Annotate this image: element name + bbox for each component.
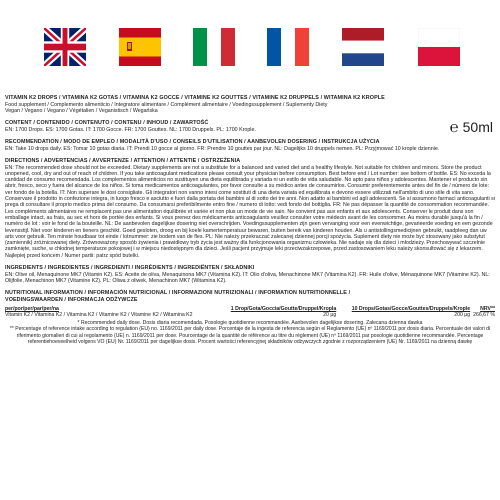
pl-flag (418, 28, 460, 66)
nutrient-nrv: 266,67 % (473, 312, 495, 319)
nutrient-per-drop: 20 µg (323, 312, 337, 319)
volume-value: 50ml (462, 119, 493, 136)
nutrient-per-dose: 200 µg (454, 312, 471, 319)
recommendation-section (5, 139, 495, 152)
product-diet: Vegan / Vegano / Vegano / Végétalien / Veganistisch / Wegańska (5, 107, 158, 114)
it-flag (193, 28, 235, 66)
ingredients-heading: INGREDIENTS / INGREDIENTES / INGREDIENTI / INGRÉDIENTS / INGREDIËNTEN / SKŁADNIKI (5, 265, 255, 272)
fr-flag (267, 28, 309, 66)
nl-flag (342, 28, 384, 66)
ingredients-section (5, 265, 495, 284)
product-type: Food supplement / Complemento alimenticio / Integratore alimentare / Complément alimentaire / Voedingssupplement / Suplementy Diety (5, 101, 328, 108)
directions-heading: DIRECTIONS / ADVERTENCIAS / AVVERTENZE / ATTENTION / ATTENTIE / OSTRZEŻENIA (5, 157, 241, 164)
nutrition-section (5, 290, 495, 345)
footnote-1: * Recommended daily dose. Dosis diaria recomendada. Posologie quotidienne recommandée. Aanbevolen dagelijkse dosering. Zalecana dzienna dawka (77, 320, 423, 327)
nutrition-col-per: per/por/per/par/per/na (5, 306, 59, 313)
gb-flag (44, 28, 86, 66)
recommendation-text: EN: Take 10 drops daily. ES: Tomar 10 gotas diaria. IT: Prendi 10 gocce al giorno. FR: Prendre 10 gouttes par jour. NL: Dagelijks 10 druppels nemen. PL: Przyjmować 10 krople dziennie. (5, 145, 440, 152)
volume-label (450, 120, 493, 135)
nutrient-name: Vitamin K2 / Vitamina K2 / Vitamina K2 / Vitamine K2 / Vitamine K2 / Witamina K2 (5, 312, 193, 319)
nutrition-heading: NUTRITIONAL INFORMATION / INFORMACIÓN NUTRICIONAL / INFORMAZIONI NUTRIZIONALI / INFORMATION NUTRITIONNELLE / (5, 290, 351, 297)
language-flags (44, 28, 460, 66)
es-flag (119, 28, 161, 66)
product-section (5, 95, 495, 114)
directions-text: EN: The recommended dose should not be exceeded. Dietary supplements are not a substitute for a balanced and varied diet and a healthy lifestyle. Not suitable for children and minors. Store the product unopened, cool, dry and out of reach of children. If you take anticoagulant medications please consult your physician before consumption. Best before end / Lot number: see bottom of bottle. ES: No exceda la cantidad de consumo recomendada. Los complementos alimenticios no sustituyen una dieta equilibrada y variada ni un estilo de vida saludable. No apto para niños y adolescentes. Mantener el producto sin abrir, fresco, seco y fuera del alcance de los niños. Si toma medicamentos anticoagulantes, por favor consulte a su médico antes de consumirlos. Consumir preferentemente antes del fin de / número de lote: ver fondo de la botella. IT: Non superare le dosi consigliate. Gli integratori non vanno intesi come sostituti di una dieta variata ed equilibrata e devono essere utilizzati nell'ambito di uno stile di vita sano. Conservare il prodotto in confezione integra, in luogo fresco e asciutto e fuori dalla portata dei bambini al di sotto dei tre anni. Non adatto ai bambini ed agli adolescenti. Se si assumono farmaci anticoagulanti si prega di consultare il proprio medico prima del consumo. Da consumarsi preferibilmente entro fine / numero di lotto: vedi fondo del bottiglia. FR: Ne pas dépasser la quantité de consommation recommandée. Les compléments alimentaires ne remplacent pas une alimentation équilibrée et variée et non plus un mode de vie sain. Ne convient pas aux enfants et aux adolescents. Conserver le produit dans son emballage intact, au frais, au sec et hors de portée des enfants. Si vous prenez des médicaments anticoagulants veuillez consulter votre médecin avant de les consommer. Au moins durable jusqu'à la fin / numéro de lot : voir le fond de la bouteille. NL: De aanbevolen dagelijkse dosering niet overschrijden. Voedingssupplementen zijn geen vervanging voor een evenwichtige, gevarieerde voeding en een gezonde levensstijl. Niet voor kinderen en tieners geschikt. Goed gesloten, droog en bij koele kamertemperatuur bewaren, buiten bereik van kinderen houden. Als u antistollingsmedicijnen gebruikt, raadpleeg dan uw arts voor gebruik. Ten minste houdbaar tot einde / lotnummer: zie bodem van de fles. PL: Nie należy przekraczać zalecanej dziennej porcji spożycia. Suplement diety nie może być stosowany jako substytut (zamiennik) zróżnicowanej diety. Zrównoważony sposób żywienia i prawidłowy tryb życia jest ważny dla funkcjonowania organizmu człowieka. Nie nadaje się dla dzieci i młodzieży. Przechowywać szczelnie zamknięte, suche, w chłodnej temperaturze pokojowej i w miejscu niedostępnym dla dzieci. Jeśli pacjent przyjmuje leki przeciwzakrzepowe, przed zastosowaniem leku należy skonsultować się z lekarzem. Najlepiej przed końcem / Numer partii: patrz spód butelki. (5, 164, 495, 259)
nutrition-col-1drop: 1 Drop/Gota/Goccia/Goutte/Druppel/Kropla (230, 306, 337, 313)
label-text (5, 95, 495, 345)
directions-section (5, 158, 495, 259)
footnote-2: ** Percentage of reference intake according to regulation (EU) no. 1169/2011 per daily dose. Porcentaje de la ingesta de referencia según el Reglamento (UE) nº 1169/2011 por dosis diaria. Percentuale dei valori di riferimento giornalieri di cui al regolamento (UE) n. 1169/2011 per dose. Pourcentage de la quantité de référence au titre du règlement (UE) nº 1169/2011 par posologie quotidienne recommandée. Percentage referentiehoeveelheid volgens VO (EU) Nr. 1169/2011 per dagelijkse dosis. Procent wartości referencyjnej składników odżywczych zgodnie z rozporządzeniem (UE) Nr. 1169/2011 na dzienną dawkę (9, 326, 491, 345)
ingredients-text: EN: Olive oil, Menaquinone MK7 (Vitamin K2). ES: Aceite de oliva, Menaquinona MK7 (Vitamina K2). IT: Olio d'oliva, Menachinone MK7 (Vitamina K2). FR: Huile d'olive, Ménaquinone MK7 (Vitamine K2). NL: Olijfolie, Menachinon MK7 (Vitamine K2). PL: Oliwa z oliwek, Menachinon MK7 (Witamina K2). (5, 271, 490, 284)
content-text: EN: 1700 Drops. ES: 1700 Gotas. IT: 1700 Gocce. FR: 1700 Gouttes. NL: 1700 Druppels. PL: 1700 Krople. (5, 126, 256, 133)
nutrition-table (5, 306, 495, 318)
nutrition-heading-2: VOEDINGSWAARDEN / INFORMACJA ODŻYWCZE (5, 296, 138, 303)
nutrition-col-10drops: 10 Drops/Gotas/Gocce/Gouttes/Druppels/Krople (351, 306, 471, 313)
nutrition-col-nrv: NRV** (480, 306, 495, 313)
content-section (5, 119, 495, 137)
volume-mark-icon: ℮ (449, 119, 459, 137)
recommendation-heading: RECOMMENDATION / MODO DE EMPLEO / MODALITÀ D'USO / CONSEILS D'UTILISATION / AANBEVOLEN DOSERING / INSTRUKCJA UŻYCIA (5, 139, 380, 146)
product-name: VITAMIN K2 DROPS / VITAMINA K2 GOTAS / VITAMINA K2 GOCCE / VITAMINE K2 GOUTTES / VITAMINE K2 DRUPPELS / WITAMINA K2 KROPLE (5, 95, 385, 101)
content-heading: CONTENT / CONTENIDO / CONTENUTO / CONTENU / INHOUD / ZAWARTOŚĆ (5, 120, 209, 127)
